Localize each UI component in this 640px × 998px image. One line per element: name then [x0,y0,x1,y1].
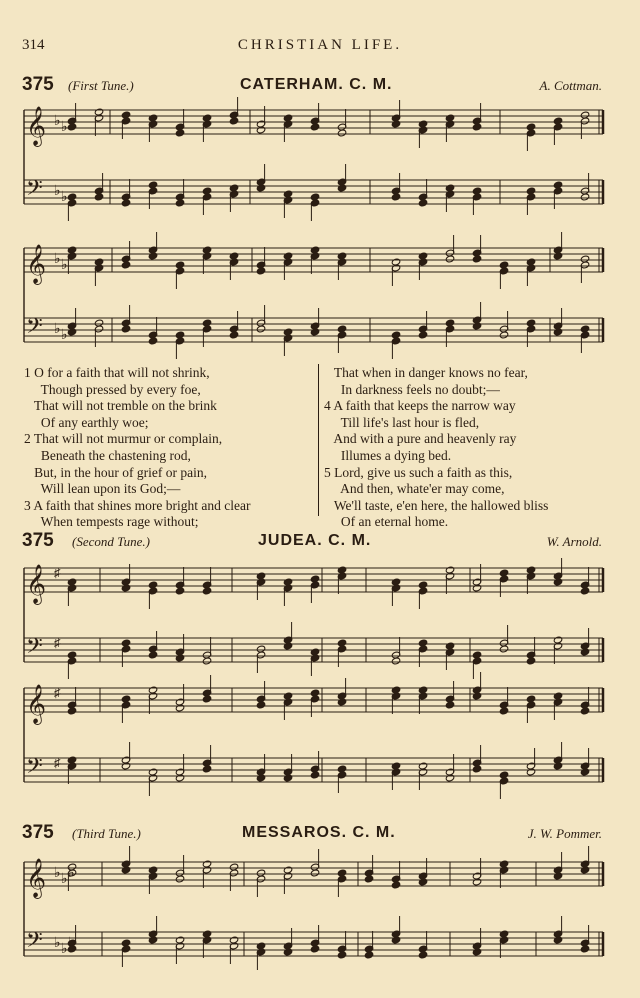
note-head [94,193,103,201]
flat-sign: ♭ [61,942,68,957]
treble-clef: 𝄞 [26,684,47,724]
flat-sign: ♭ [54,936,61,951]
note-head [175,587,184,595]
note-head [148,936,157,944]
note-head [580,648,589,656]
hymn-number: 375 [22,822,54,843]
note-head [202,765,211,773]
note-head [499,707,508,715]
note-head [67,328,76,336]
note-head [391,120,400,128]
tune-name: MESSAROS. C. M. [242,824,396,841]
note-head [67,707,76,715]
verse-line: We'll taste, e'en here, the hallowed bliss [324,497,549,513]
verse-line: 3 A faith that shines more bright and clear [24,497,251,513]
note-head [229,117,238,125]
flat-sign: ♭ [61,258,68,273]
note-head [580,945,589,953]
treble-clef: 𝄞 [26,106,47,146]
verse-line: That will not tremble on the brink [24,398,217,414]
verse-line: When tempests rage without; [24,514,199,530]
note-head [310,945,319,953]
tune-name: CATERHAM. C. M. [240,76,393,93]
composer: W. Arnold. [546,534,602,549]
note-head [553,762,562,770]
verse-line: Of any earthly woe; [24,414,149,430]
verse-line: But, in the hour of grief or pain, [24,464,207,480]
note-head [418,878,427,886]
verse-line: In darkness feels no doubt;— [324,381,500,397]
flat-sign: ♭ [61,190,68,205]
verse-line: Will lean upon its God;— [24,481,181,497]
note-head [310,771,319,779]
note-head [472,255,481,263]
tune-label: (Second Tune.) [72,534,150,549]
note-head [364,875,373,883]
note-head [472,322,481,330]
note-head [310,869,319,877]
note-head [256,126,265,134]
note-head [472,878,481,886]
flat-sign: ♭ [54,184,61,199]
bass-clef: 𝄢 [26,176,43,206]
note-head [472,948,481,956]
note-head [229,331,238,339]
note-head [148,651,157,659]
note-head [472,692,481,700]
note-head [175,654,184,662]
verse-line: 5 Lord, give us such a faith as this, [324,464,513,480]
flat-sign: ♭ [54,114,61,129]
bass-clef: 𝄢 [26,314,43,344]
note-head [445,701,454,709]
note-head [310,328,319,336]
note-head [256,267,265,275]
verse-line: 2 That will not murmur or complain, [24,431,223,447]
verse-line: Illumes a dying bed. [324,447,452,463]
verse-line: And with a pure and heavenly ray [324,431,517,447]
page-number: 314 [22,37,45,53]
hymn-number: 375 [22,74,54,95]
tune-name: JUDEA. C. M. [258,532,372,549]
note-head [256,325,265,333]
note-head [472,765,481,773]
flat-sign: ♭ [61,328,68,343]
note-head [283,948,292,956]
note-head [337,951,346,959]
note-head [256,184,265,192]
verse-line: 4 A faith that keeps the narrow way [324,398,516,414]
note-head [310,123,319,131]
flat-sign: ♭ [61,872,68,887]
note-head [391,657,400,665]
note-head [553,872,562,880]
note-head [418,951,427,959]
note-head [580,587,589,595]
tune-label: (First Tune.) [68,78,134,93]
note-head [283,774,292,782]
note-head [580,768,589,776]
note-head [391,193,400,201]
flat-sign: ♭ [54,866,61,881]
note-head [337,698,346,706]
note-head [202,657,211,665]
note-head [445,255,454,263]
composer: J. W. Pommer. [527,826,602,841]
note-head [445,774,454,782]
treble-clef: 𝄞 [26,244,47,284]
note-head [121,762,130,770]
note-head [148,252,157,260]
note-head [472,584,481,592]
sharp-sign: ♯ [54,755,61,770]
verse-line: Till life's last hour is fled, [324,414,480,430]
verse-line: Though pressed by every foe, [24,381,201,397]
note-head [256,774,265,782]
note-head [580,707,589,715]
note-head [121,866,130,874]
treble-clef: 𝄞 [26,564,47,604]
verse-line: Beneath the chastening rod, [24,447,191,463]
hymn-number: 375 [22,530,54,551]
note-head [121,325,130,333]
note-head [526,768,535,776]
flat-sign: ♭ [54,252,61,267]
note-head [418,331,427,339]
note-head [499,645,508,653]
note-head [391,936,400,944]
bass-clef: 𝄢 [26,634,43,664]
composer: A. Cottman. [539,78,602,93]
verse-line: And then, whate'er may come, [324,481,505,497]
note-head [499,331,508,339]
note-head [526,657,535,665]
note-head [553,328,562,336]
note-head [337,129,346,137]
flat-sign: ♭ [68,866,75,881]
note-head [283,642,292,650]
note-head [364,951,373,959]
note-head [202,695,211,703]
note-head [553,936,562,944]
note-head [337,184,346,192]
note-head [472,123,481,131]
sharp-sign: ♯ [54,565,61,580]
tune-label: (Third Tune.) [72,826,141,841]
bass-clef: 𝄢 [26,754,43,784]
flat-sign: ♭ [61,120,68,135]
running-head: CHRISTIAN LIFE. [237,37,403,53]
treble-clef: 𝄞 [26,858,47,898]
note-head [67,123,76,131]
sharp-sign: ♯ [54,685,61,700]
note-head [175,704,184,712]
verse-line: That when in danger knows no fear, [324,365,528,380]
bass-clef: 𝄢 [26,928,43,958]
note-head [418,199,427,207]
note-head [175,774,184,782]
note-head [175,875,184,883]
verse-line: Of an eternal home. [324,514,449,530]
note-head [580,866,589,874]
note-head [121,584,130,592]
note-head [121,199,130,207]
note-head [175,129,184,137]
sharp-sign: ♯ [54,635,61,650]
flat-sign: ♭ [54,322,61,337]
note-head [148,337,157,345]
note-head [202,587,211,595]
note-head [121,261,130,269]
note-head [553,252,562,260]
note-head [175,199,184,207]
note-head [553,578,562,586]
note-head [391,881,400,889]
verse-line: 1 O for a faith that will not shrink, [24,365,210,380]
note-head [256,701,265,709]
note-head [580,193,589,201]
